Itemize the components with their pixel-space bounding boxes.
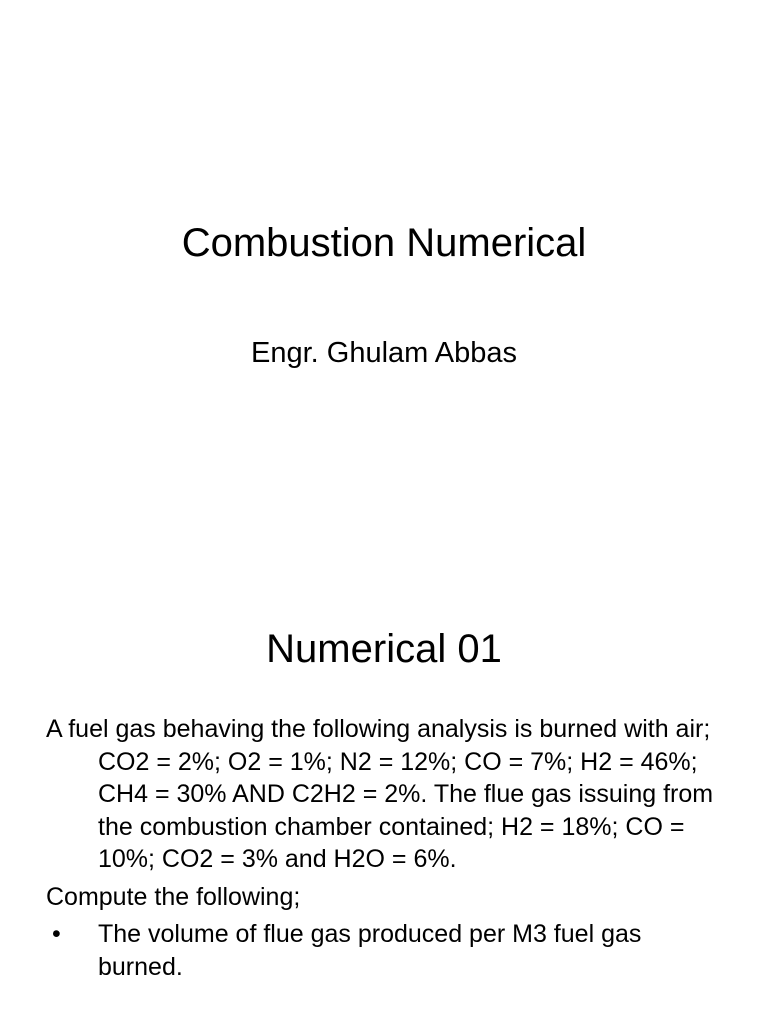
numerical-title: Numerical 01 (266, 627, 502, 671)
bullet-icon: • (52, 920, 61, 948)
instruction-text: Compute the following; (46, 882, 301, 911)
bullet-item (46, 918, 726, 983)
author-name: Engr. Ghulam Abbas (251, 337, 517, 369)
bullet-text: The volume of flue gas produced per M3 fuel gas burned. (98, 920, 642, 981)
slide-title: Combustion Numerical (181, 221, 587, 265)
slide-body (46, 713, 726, 983)
problem-statement: A fuel gas behaving the following analysis is burned with air; CO2 = 2%; O2 = 1%; N2 = 12%; CO = 7%; H2 = 46%; CH4 = 30% AND C2H2 = 2%. The flue gas issuing from the combustion chamber contained; H2 = 18%; CO = 10%; CO2 = 3% and H2O = 6%. (46, 715, 714, 873)
numerical-slide (0, 576, 768, 1024)
